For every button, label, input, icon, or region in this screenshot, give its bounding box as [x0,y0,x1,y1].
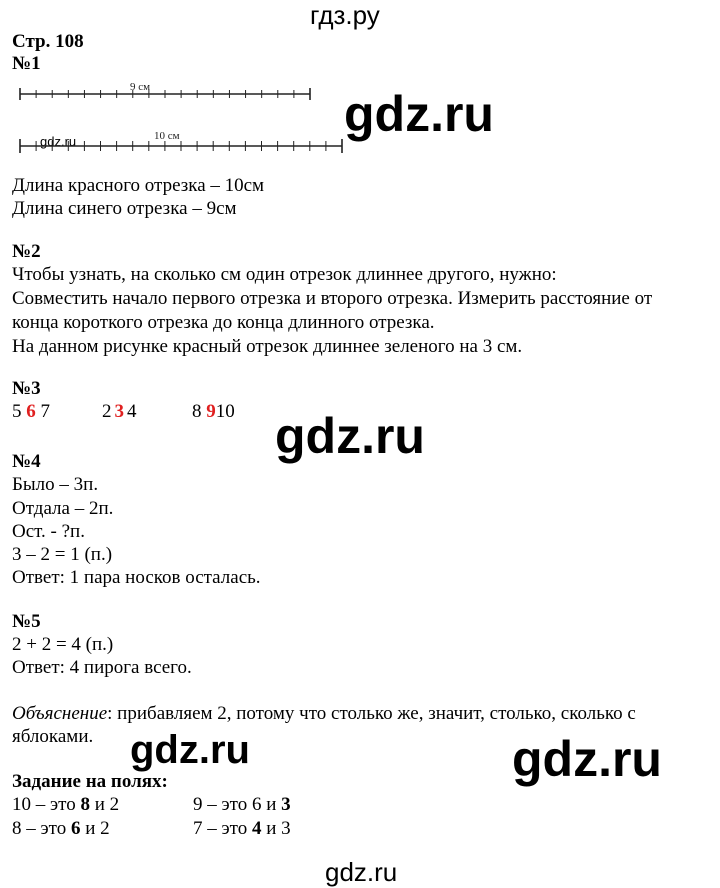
watermark-large-4: gdz.ru [512,731,662,787]
task4-line-2: Отдала – 2п. [12,498,114,519]
explanation-line-2: яблоками. [12,726,94,747]
task3-title: №3 [12,378,41,399]
margins-row-1-right [193,793,291,817]
task3-group-1 [12,400,50,424]
ruler-2 [20,132,360,156]
task3-g3-b: 10 [215,401,235,422]
explanation-line-1 [12,702,636,726]
m1r-pre: 9 – это 6 и [193,794,282,815]
watermark-header: гдз.ру [310,0,380,30]
task3-g2-a: 2 [102,401,112,422]
task4-line-1: Было – 3п. [12,474,99,495]
task2-line-1: Чтобы узнать, на сколько см один отрезок длиннее другого, нужно: [12,264,557,285]
watermark-small: gdz.ru [40,134,77,149]
task5-title: №5 [12,611,41,632]
ruler-1 [20,81,320,104]
task3-g1-answer: 6 [26,401,36,422]
margins-row-1-left [12,793,119,817]
margins-row-2-right [193,817,291,841]
margins-title: Задание на полях: [12,771,168,792]
ruler-1-label: 9 см [130,81,151,93]
m2r-bold: 4 [251,818,262,839]
task4-line-4: 3 – 2 = 1 (п.) [12,544,113,565]
m2l-pre: 8 – это [12,818,71,839]
margins-row-2-left [12,817,110,841]
watermark-large-1: gdz.ru [344,86,494,142]
task2-line-2: Совместить начало первого отрезка и второго отрезка. Измерить расстояние от [12,288,653,309]
explanation-label: Объяснение [12,703,108,724]
task2-title: №2 [12,241,41,262]
task3-g3-a: 8 [192,401,202,422]
task3-group-3 [192,400,235,424]
m1l-post: и 2 [89,794,120,815]
watermark-large-3: gdz.ru [130,728,250,772]
watermark-large-2: gdz.ru [275,408,425,464]
task1-title: №1 [12,53,41,74]
page-number: Стр. 108 [12,31,84,52]
task4-title: №4 [12,451,41,472]
ruler-2-label: 10 см [154,130,180,142]
task3-g3-answer: 9 [206,401,216,422]
watermark-footer: gdz.ru [325,857,398,887]
task1-blue-length: Длина синего отрезка – 9см [12,198,237,219]
task3-g1-b: 7 [40,401,50,422]
task3-g2-answer: 3 [114,401,124,422]
task5-answer: Ответ: 4 пирога всего. [12,657,192,678]
m2r-pre: 7 – это [193,818,252,839]
task3-group-2 [102,400,137,424]
m2l-bold: 6 [70,818,81,839]
task3-g1-a: 5 [12,401,22,422]
explanation-text-1: : прибавляем 2, потому что столько же, значит, столько, сколько с [107,703,636,724]
m2r-post: и 3 [261,818,291,839]
task2-line-4: На данном рисунке красный отрезок длиннее зеленого на 3 см. [12,336,523,357]
m1l-bold: 8 [80,794,90,815]
task2-line-3: конца короткого отрезка до конца длинного отрезка. [12,312,435,333]
m2l-post: и 2 [80,818,110,839]
task3-g2-b: 4 [127,401,137,422]
m1l-pre: 10 – это [12,794,81,815]
m1r-bold: 3 [281,794,291,815]
task4-line-3: Ост. - ?п. [12,521,85,542]
task4-answer: Ответ: 1 пара носков осталась. [12,567,261,588]
task5-line-1: 2 + 2 = 4 (п.) [12,634,114,655]
task1-red-length: Длина красного отрезка – 10см [12,175,265,196]
